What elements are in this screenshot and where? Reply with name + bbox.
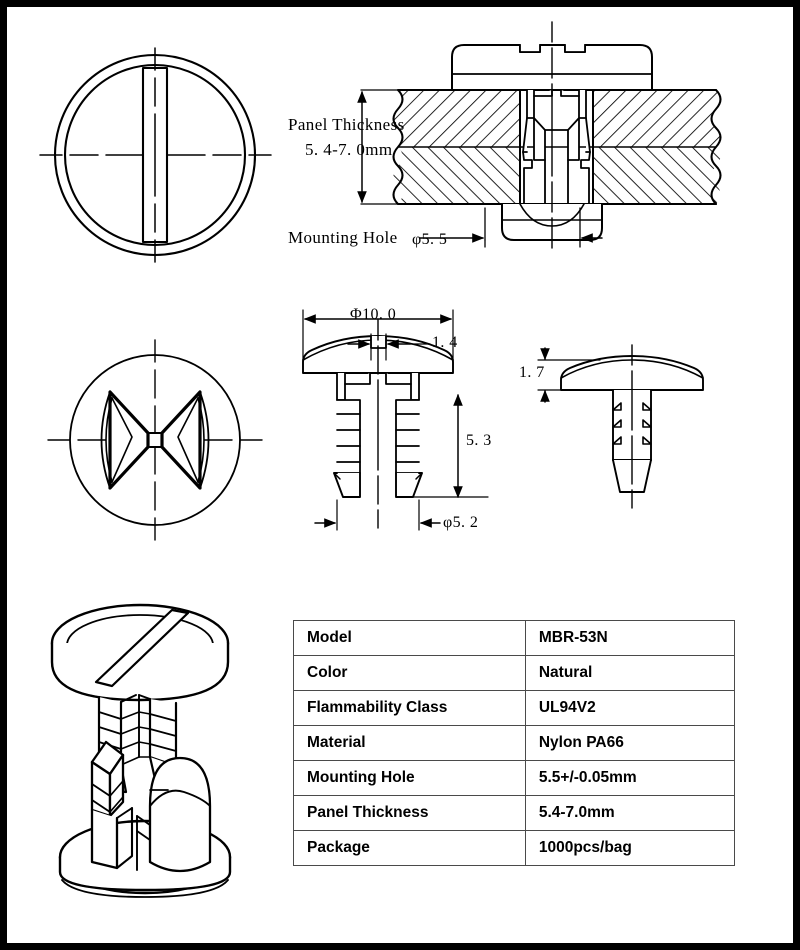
spec-key: Color bbox=[294, 656, 526, 691]
slot-width-dimension: 1. 4 bbox=[432, 334, 458, 351]
head-height-dimension: 1. 7 bbox=[519, 364, 545, 381]
spec-value: MBR-53N bbox=[525, 621, 734, 656]
leg-length-dimension: 5. 3 bbox=[466, 432, 492, 449]
table-row bbox=[294, 761, 735, 796]
table-row bbox=[294, 796, 735, 831]
side-view-dimensioned bbox=[538, 345, 703, 508]
spec-key: Panel Thickness bbox=[294, 796, 526, 831]
spec-key: Material bbox=[294, 726, 526, 761]
specification-table-body bbox=[294, 621, 735, 866]
table-row bbox=[294, 831, 735, 866]
spec-value: Nylon PA66 bbox=[525, 726, 734, 761]
spec-value: 1000pcs/bag bbox=[525, 831, 734, 866]
table-row bbox=[294, 656, 735, 691]
spec-key: Mounting Hole bbox=[294, 761, 526, 796]
panel-thickness-value: 5. 4-7. 0mm bbox=[305, 140, 393, 159]
spec-key: Flammability Class bbox=[294, 691, 526, 726]
mounting-hole-value: φ5. 5 bbox=[412, 231, 448, 248]
table-row bbox=[294, 621, 735, 656]
top-view-slotted-head bbox=[40, 48, 271, 262]
front-view-dimensioned bbox=[303, 310, 488, 530]
bottom-view-bowtie bbox=[48, 340, 262, 540]
isometric-view-legs-up bbox=[60, 742, 230, 897]
leg-diameter-dimension: φ5. 2 bbox=[443, 514, 479, 531]
mounting-hole-label: Mounting Hole bbox=[288, 228, 398, 247]
section-view-in-panel bbox=[361, 22, 721, 248]
spec-value: Natural bbox=[525, 656, 734, 691]
panel-thickness-label: Panel Thickness bbox=[288, 115, 405, 134]
isometric-view-head-up bbox=[52, 605, 228, 794]
table-row bbox=[294, 726, 735, 761]
table-row bbox=[294, 691, 735, 726]
spec-value: 5.5+/-0.05mm bbox=[525, 761, 734, 796]
spec-value: 5.4-7.0mm bbox=[525, 796, 734, 831]
head-diameter-dimension: Φ10. 0 bbox=[350, 306, 397, 323]
spec-value: UL94V2 bbox=[525, 691, 734, 726]
spec-key: Model bbox=[294, 621, 526, 656]
spec-key: Package bbox=[294, 831, 526, 866]
specification-table bbox=[293, 620, 735, 866]
